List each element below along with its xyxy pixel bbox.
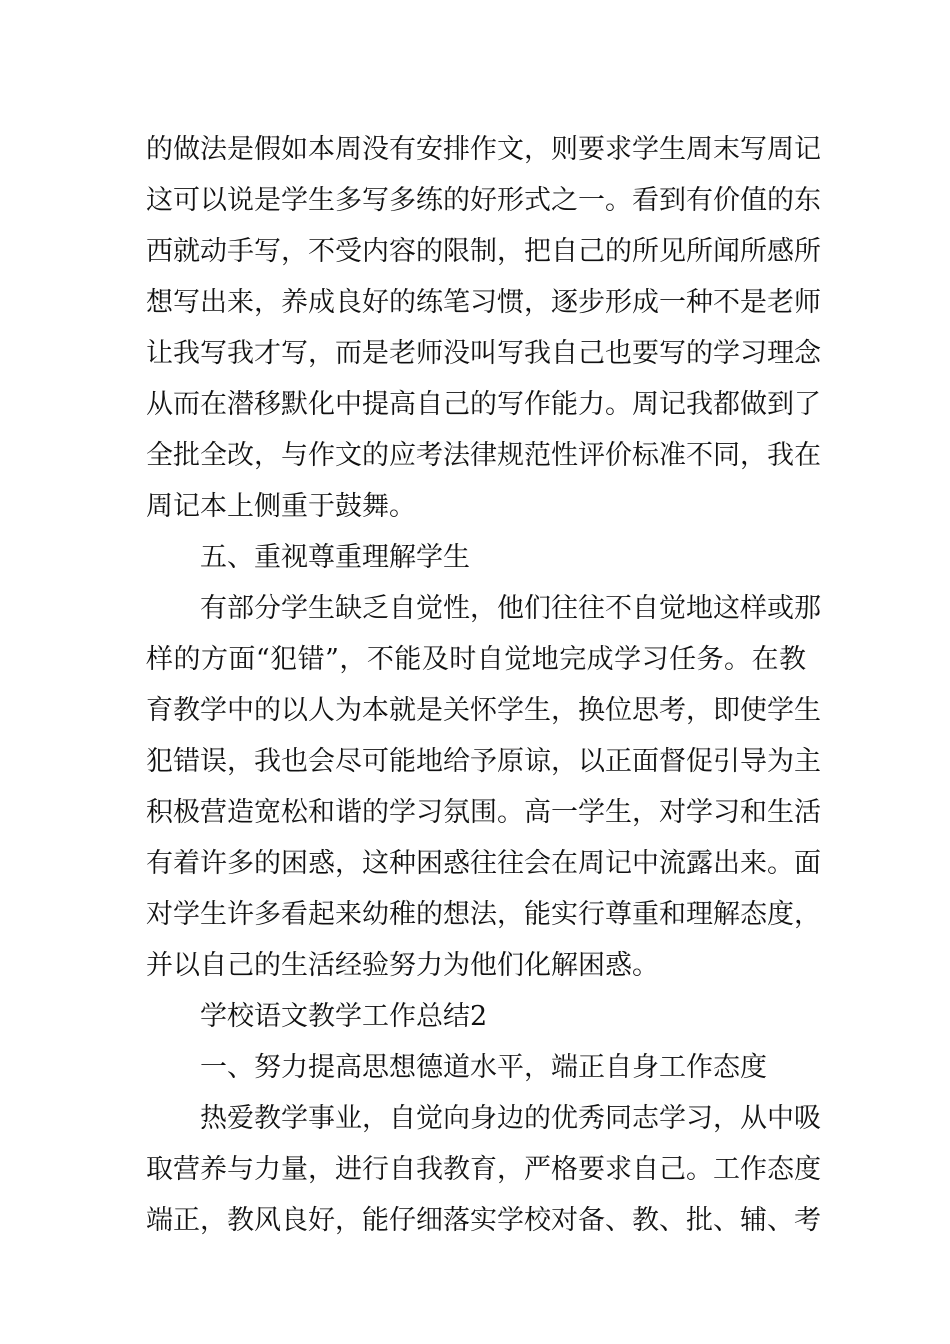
section-heading: 一、努力提高思想德道水平，端正自身工作态度 — [200, 1052, 767, 1083]
text-line: 这可以说是学生多写多练的好形式之一。看到有价值的东 — [146, 185, 821, 216]
text-line: 的做法是假如本周没有安排作文，则要求学生周末写周记 — [146, 134, 821, 165]
text-line: 端正，教风良好，能仔细落实学校对备、教、批、辅、考 — [146, 1205, 821, 1236]
text-line: 并以自己的生活经验努力为他们化解困惑。 — [146, 950, 659, 981]
section-heading: 五、重视尊重理解学生 — [200, 542, 470, 573]
text-line: 全批全改，与作文的应考法律规范性评价标准不同，我在 — [146, 440, 821, 471]
text-line: 西就动手写，不受内容的限制，把自己的所见所闻所感所 — [146, 236, 821, 267]
text-line: 想写出来，养成良好的练笔习惯，逐步形成一种不是老师 — [146, 287, 821, 318]
text-line: 取营养与力量，进行自我教育，严格要求自己。工作态度 — [146, 1154, 821, 1185]
text-line: 热爱教学事业，自觉向身边的优秀同志学习，从中吸 — [200, 1103, 821, 1134]
document-title: 学校语文教学工作总结2 — [200, 1001, 488, 1032]
text-line: 样的方面“犯错”，不能及时自觉地完成学习任务。在教 — [146, 644, 806, 675]
text-line: 有部分学生缺乏自觉性，他们往往不自觉地这样或那 — [200, 593, 821, 624]
document-body — [146, 124, 821, 1246]
text-line: 积极营造宽松和谐的学习氛围。高一学生，对学习和生活 — [146, 797, 821, 828]
text-line: 对学生许多看起来幼稚的想法，能实行尊重和理解态度， — [146, 899, 821, 930]
text-line: 周记本上侧重于鼓舞。 — [146, 491, 416, 522]
text-line: 从而在潜移默化中提高自己的写作能力。周记我都做到了 — [146, 389, 821, 420]
text-line: 让我写我才写，而是老师没叫写我自己也要写的学习理念 — [146, 338, 821, 369]
text-line: 犯错误，我也会尽可能地给予原谅，以正面督促引导为主 — [146, 746, 821, 777]
text-line: 有着许多的困惑，这种困惑往往会在周记中流露出来。面 — [146, 848, 821, 879]
text-line: 育教学中的以人为本就是关怀学生，换位思考，即使学生 — [146, 695, 821, 726]
